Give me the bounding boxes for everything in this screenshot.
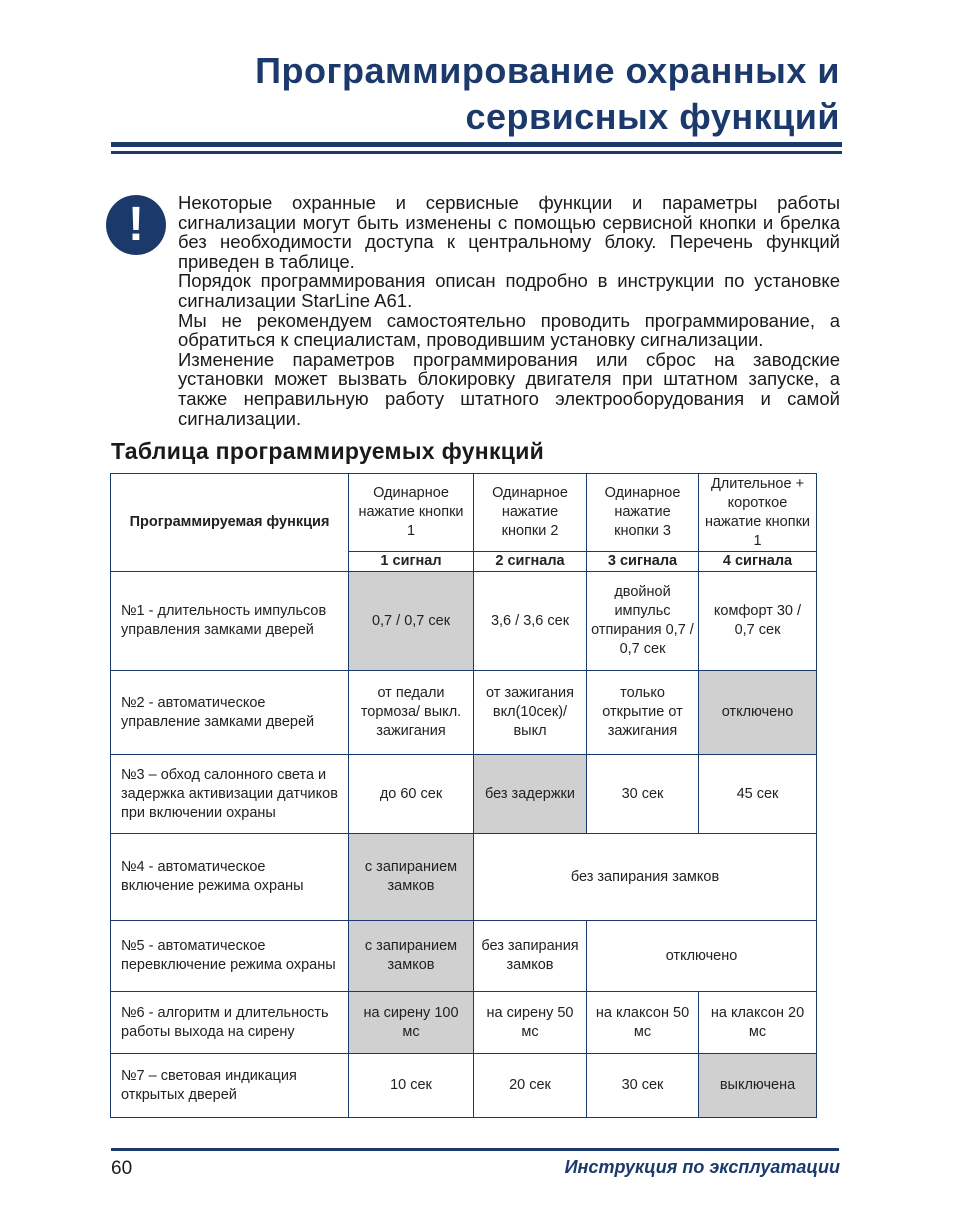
section-title: Таблица программируемых функций xyxy=(111,438,545,464)
row-5-col-2: без запирания замков xyxy=(474,921,587,992)
header-col-1: Одинарное нажатие кнопки 1 xyxy=(349,474,474,552)
row-5-col-34: отключено xyxy=(587,921,817,992)
page-title-line2: сервисных функций xyxy=(465,96,840,137)
intro-paragraph-4: Изменение параметров программирования или сброс на заводские установки может вызвать блокировку двигателя при штатном запуске, а также неправильную работу штатного электрооборудования и самой сигнализации. xyxy=(178,348,840,429)
page-title xyxy=(140,48,840,140)
row-2-col-3: только открытие от зажигания xyxy=(587,671,699,755)
table-row xyxy=(111,671,817,755)
row-3-col-2: без задержки xyxy=(474,755,587,834)
page-number: 60 xyxy=(111,1158,133,1179)
functions-table xyxy=(110,473,817,1118)
footer-title: Инструкция по эксплуатации xyxy=(564,1157,840,1177)
row-5-col-1: с запиранием замков xyxy=(349,921,474,992)
row-6-col-3: на клаксон 50 мс xyxy=(587,992,699,1054)
intro-paragraph-2: Порядок программирования описан подробно в инструкции по установке сигнализации StarLine A61. xyxy=(178,270,840,311)
row-6-col-1: на сирену 100 мс xyxy=(349,992,474,1054)
row-3-name: №3 – обход салонного света и задержка активизации датчиков при включении охраны xyxy=(111,755,349,834)
row-6-col-2: на сирену 50 мс xyxy=(474,992,587,1054)
page-title-line1: Программирование охранных и xyxy=(255,50,840,91)
intro-paragraph-3: Мы не рекомендуем самостоятельно проводить программирование, а обратиться к специалистам, проводившим установку сигнализации. xyxy=(178,309,840,351)
table-row xyxy=(111,992,817,1054)
table-header-row xyxy=(111,474,817,552)
table-row xyxy=(111,921,817,992)
footer-rule xyxy=(111,1148,839,1151)
row-4-col-1: с запиранием замков xyxy=(349,834,474,921)
row-3-col-4: 45 сек xyxy=(699,755,817,834)
row-2-col-2: от зажигания вкл(10сек)/ выкл xyxy=(474,671,587,755)
row-1-col-2: 3,6 / 3,6 сек xyxy=(474,572,587,671)
exclamation-circle-icon: ! xyxy=(106,195,166,255)
intro-paragraph-1: Некоторые охранные и сервисные функции и параметры работы сигнализации могут быть изменены с помощью сервисной кнопки и брелка без необходимости доступа к центральному блоку. Перечень функций приведен в таблице. xyxy=(178,192,840,272)
table-row xyxy=(111,1054,817,1118)
title-rule-bottom xyxy=(111,151,842,154)
header-col-4: Длительное + короткое нажатие кнопки 1 xyxy=(699,474,817,552)
row-6-name: №6 - алгоритм и длительность работы выхода на сирену xyxy=(111,992,349,1054)
row-3-col-3: 30 сек xyxy=(587,755,699,834)
table-row xyxy=(111,834,817,921)
row-7-col-1: 10 сек xyxy=(349,1054,474,1118)
table-row xyxy=(111,755,817,834)
header-col-3: Одинарное нажатие кнопки 3 xyxy=(587,474,699,552)
row-1-name: №1 - длительность импульсов управления замками дверей xyxy=(111,572,349,671)
header-function: Программируемая функция xyxy=(111,474,349,572)
intro-text xyxy=(178,193,840,428)
row-1-col-3: двойной импульс отпирания 0,7 / 0,7 сек xyxy=(587,572,699,671)
row-5-name: №5 - автоматическое перевключение режима охраны xyxy=(111,921,349,992)
row-4-name: №4 - автоматическое включение режима охраны xyxy=(111,834,349,921)
title-rule-top xyxy=(111,142,842,147)
row-6-col-4: на клаксон 20 мс xyxy=(699,992,817,1054)
signal-col-2: 2 сигнала xyxy=(474,552,587,572)
row-3-col-1: до 60 сек xyxy=(349,755,474,834)
row-2-name: №2 - автоматическое управление замками дверей xyxy=(111,671,349,755)
row-2-col-1: от педали тормоза/ выкл. зажигания xyxy=(349,671,474,755)
signal-col-3: 3 сигнала xyxy=(587,552,699,572)
row-7-name: №7 – световая индикация открытых дверей xyxy=(111,1054,349,1118)
table-row xyxy=(111,572,817,671)
row-4-col-234: без запирания замков xyxy=(474,834,817,921)
row-7-col-4: выключена xyxy=(699,1054,817,1118)
row-7-col-2: 20 сек xyxy=(474,1054,587,1118)
row-2-col-4: отключено xyxy=(699,671,817,755)
row-1-col-1: 0,7 / 0,7 сек xyxy=(349,572,474,671)
signal-col-1: 1 сигнал xyxy=(349,552,474,572)
row-1-col-4: комфорт 30 / 0,7 сек xyxy=(699,572,817,671)
row-7-col-3: 30 сек xyxy=(587,1054,699,1118)
header-col-2: Одинарное нажатие кнопки 2 xyxy=(474,474,587,552)
signal-col-4: 4 сигнала xyxy=(699,552,817,572)
